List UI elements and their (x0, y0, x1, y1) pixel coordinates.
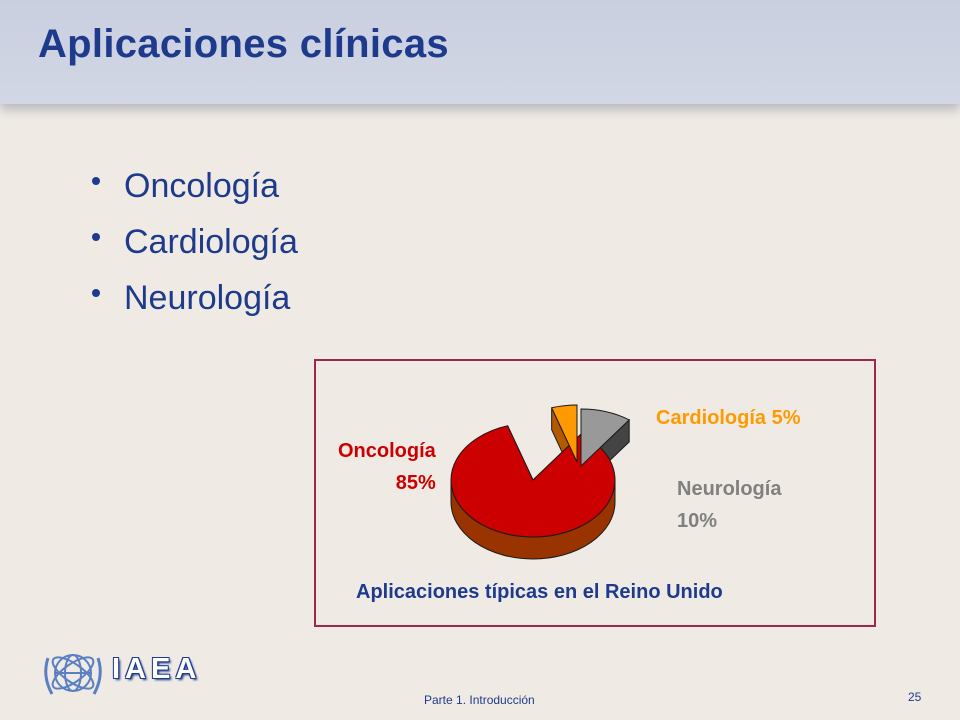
iaea-logo-text: IAEA (112, 653, 202, 685)
bullet-dot-icon (92, 177, 100, 185)
bullet-item (92, 158, 298, 214)
footer-text: Parte 1. Introducción (424, 693, 535, 707)
bullet-text: Cardiología (124, 222, 298, 261)
slice-label-value: 10% (677, 510, 718, 532)
iaea-globe-logo-icon (40, 640, 106, 706)
page-number: 25 (908, 690, 922, 704)
bullet-text: Neurología (124, 278, 291, 317)
slice-label-neurologia (677, 473, 781, 537)
slice-label-oncologia (338, 435, 436, 499)
bullet-list (92, 158, 298, 326)
slide-title: Aplicaciones clínicas (38, 22, 449, 66)
slice-label-cardiologia (656, 407, 800, 430)
bullet-item (92, 214, 298, 270)
chart-frame (314, 359, 876, 627)
slice-label-value: 5% (771, 407, 801, 429)
slice-label-name: Neurología (677, 478, 782, 500)
bullet-item (92, 270, 298, 326)
bullet-text: Oncología (124, 166, 279, 205)
bullet-dot-icon (92, 233, 100, 241)
chart-title: Aplicaciones típicas en el Reino Unido (356, 581, 723, 603)
slice-label-value: 85% (395, 472, 436, 494)
bullet-dot-icon (92, 289, 100, 297)
slice-label-name: Cardiología (656, 407, 767, 429)
slice-label-name: Oncología (338, 440, 436, 462)
